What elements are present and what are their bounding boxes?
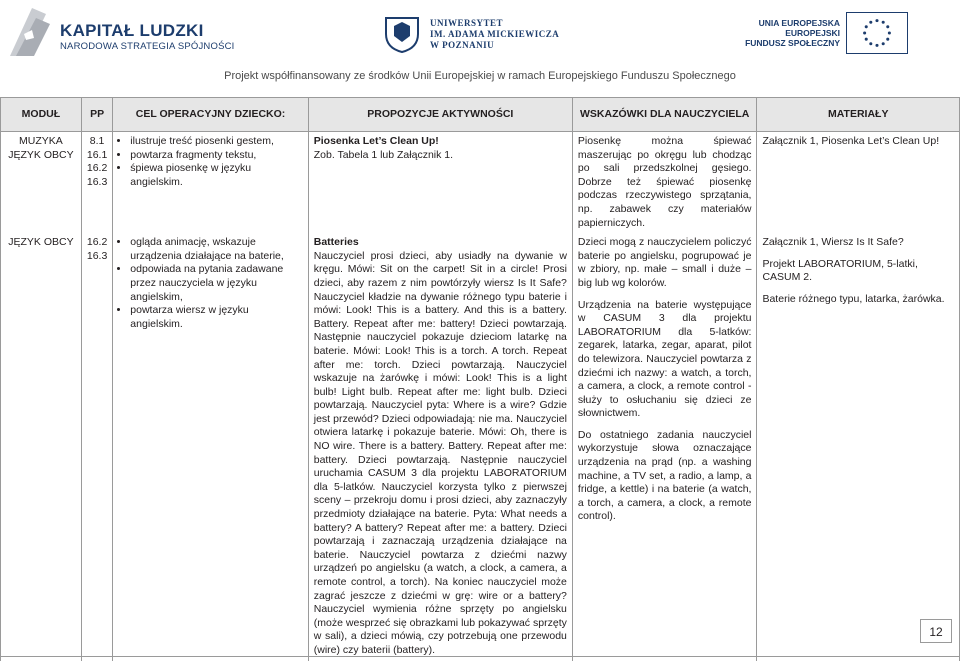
- page-header: [0, 0, 960, 92]
- list-item: • śpiewa piosenkę w języku angielskim.: [130, 162, 302, 189]
- table-header-row: [1, 98, 960, 132]
- project-funding-line: Projekt współfinansowany ze środków Unii Europejskiej w ramach Europejskiego Funduszu Społecznego: [224, 70, 736, 82]
- header-cel: CEL OPERACYJNY DZIECKO:: [113, 98, 308, 132]
- uam-crest-icon: [382, 14, 422, 54]
- row1-activity: [308, 132, 572, 234]
- row2-modul: JĘZYK OBCY: [1, 233, 82, 660]
- header-materialy: MATERIAŁY: [757, 98, 960, 132]
- row1-pp: 8.1 16.1 16.2 16.3: [81, 132, 112, 234]
- header-modul: MODUŁ: [1, 98, 82, 132]
- row1-tips: Piosenkę można śpiewać maszerując po okręgu lub chodząc po sali przedszkolnej gęsiego. Dobrze też śpiewać piosenkę podczas rzeczywistego sprzątania, np. zabawek czy materiałów papierniczych.: [572, 132, 757, 234]
- activity-title: Piosenka Let’s Clean Up!: [313, 135, 439, 147]
- kapital-ludzki-logo: [6, 4, 54, 60]
- page-number: 12: [920, 619, 952, 643]
- lesson-table: [0, 97, 960, 661]
- activity-text: Nauczyciel prosi dzieci, aby usiadły na dywanie w kręgu. Mówi: Sit on the carpet! Sit in a circle! Prosi dzieci, aby razem z nim powtórzyły wiersz Is It Safe? Nauczyciel kładzie na dywanie różnego typu baterie i mówi: Look! This is a battery. And this is a battery. Battery. Repeat after me: battery! Dzieci powtarzają. Następnie nauczyciel pokazuje dzieciom latarkę na baterie. Mówi: Look! This is a torch. A torch. Repeat after me: torch. Dzieci powtarzają. Nauczyciel wskazuje na żarówkę i mówi: Look! This is a light bulb! Light bulb. Repeat after me: light bulb. Dzieci powtarzają. Nauczyciel pyta: Where is a wire? Gdzie jest przewód? Dzieci odpowiadają: nie ma. Nauczyciel otwiera latarkę i pokazuje baterie. Mówi: Oh, there is NO wire. There is a battery. Battery. Repeat after me: battery. Dzieci powtarzają. Następnie nauczyciel uruchamia CASUM 3 dla projektu LABORATORIUM dla 5-latków. Nauczyciel korzysta tylko z pierwszej sceny – przekroju domu i prosi dzieci, aby zaznaczyły przedmioty działające na baterie. Pyta: What needs a battery? A battery? Repeat after me: a battery. Dzieci powtarzają i zaznaczają urządzenia działające na baterie. Nauczyciel powtarza z dziećmi nazwy urządzeń po angielsku (a watch, a clock, a camera, a remote control, a torch). Na koniec nauczyciel może zagrać jeszcze z dziećmi w grę: wire or a battery? Nauczyciel wymienia różne sprzęty po angielsku (może wesprzeć się obrazkami lub pokazywać sprzęty w sali), a dzieci mówią, czy potrzebują one przewodu (wire) czy baterii (battery).: [313, 249, 567, 656]
- tip-paragraph: Urządzenia na baterie występujące w CASUM 3 dla projektu LABORATORIUM dla 5-latków: zegarek, latarka, zegar, aparat, pilot do telewizora. Nauczyciel powtarza z dziećmi ich nazwy: a watch, a torch, a camera, a clock, a remote control - służy to osłuchaniu się dzieci ze słownictwem.: [577, 298, 752, 420]
- tip-paragraph: Do ostatniego zadania nauczyciel wykorzystuje słowa oznaczające urządzenia na prąd (np. a washing machine, a TV set, a radio, a lamp, a fridge, a kettle) i na baterie (a watch, a torch, a camera, a clock, a remote control).: [577, 428, 752, 523]
- activity-title: Batteries: [313, 236, 359, 249]
- list-item: • odpowiada na pytania zadawane przez nauczyciela w języku angielskim,: [130, 263, 302, 304]
- header-wskazowki: WSKAZÓWKI DLA NAUCZYCIELA: [572, 98, 757, 132]
- tip-paragraph: Dzieci mogą z nauczycielem policzyć baterie po angielsku, pogrupować je w zbiory, np. małe – small i duże – big lub wg kolorów.: [577, 236, 752, 289]
- eu-label: UNIA EUROPEJSKA EUROPEJSKI FUNDUSZ SPOŁECZNY: [745, 18, 840, 48]
- list-item: • powtarza wiersz w języku angielskim.: [130, 304, 302, 331]
- bottom-rule: [0, 656, 960, 657]
- row2-pp: 16.2 16.3: [81, 233, 112, 660]
- activity-text: Zob. Tabela 1 lub Załącznik 1.: [313, 148, 454, 161]
- eu-flag-icon: [846, 12, 908, 54]
- table-row: [1, 233, 960, 660]
- material-item: Baterie różnego typu, latarka, żarówka.: [762, 292, 945, 305]
- row1-materials: Załącznik 1, Piosenka Let’s Clean Up!: [757, 132, 960, 234]
- row1-objectives: [113, 132, 308, 234]
- table-row: [1, 132, 960, 234]
- uam-name: UNIWERSYTET IM. ADAMA MICKIEWICZA W POZNANIU: [430, 18, 560, 50]
- header-propozycje: PROPOZYCJE AKTYWNOŚCI: [308, 98, 572, 132]
- material-item: Załącznik 1, Wiersz Is It Safe?: [762, 236, 904, 249]
- row1-modul: MUZYKA JĘZYK OBCY: [1, 132, 82, 234]
- row2-activity: [308, 233, 572, 660]
- list-item: • ilustruje treść piosenki gestem,: [130, 135, 302, 149]
- row2-tips: [572, 233, 757, 660]
- header-pp: PP: [81, 98, 112, 132]
- kapital-ludzki-subtitle: NARODOWA STRATEGIA SPÓJNOŚCI: [60, 41, 235, 52]
- row2-materials: [757, 233, 960, 660]
- list-item: • ogląda animację, wskazuje urządzenia działające na baterie,: [130, 236, 302, 263]
- kapital-ludzki-title: KAPITAŁ LUDZKI: [60, 21, 204, 40]
- row2-objectives: [113, 233, 308, 660]
- material-item: Projekt LABORATORIUM, 5-latki, CASUM 2.: [762, 257, 918, 284]
- list-item: • powtarza fragmenty tekstu,: [130, 149, 302, 163]
